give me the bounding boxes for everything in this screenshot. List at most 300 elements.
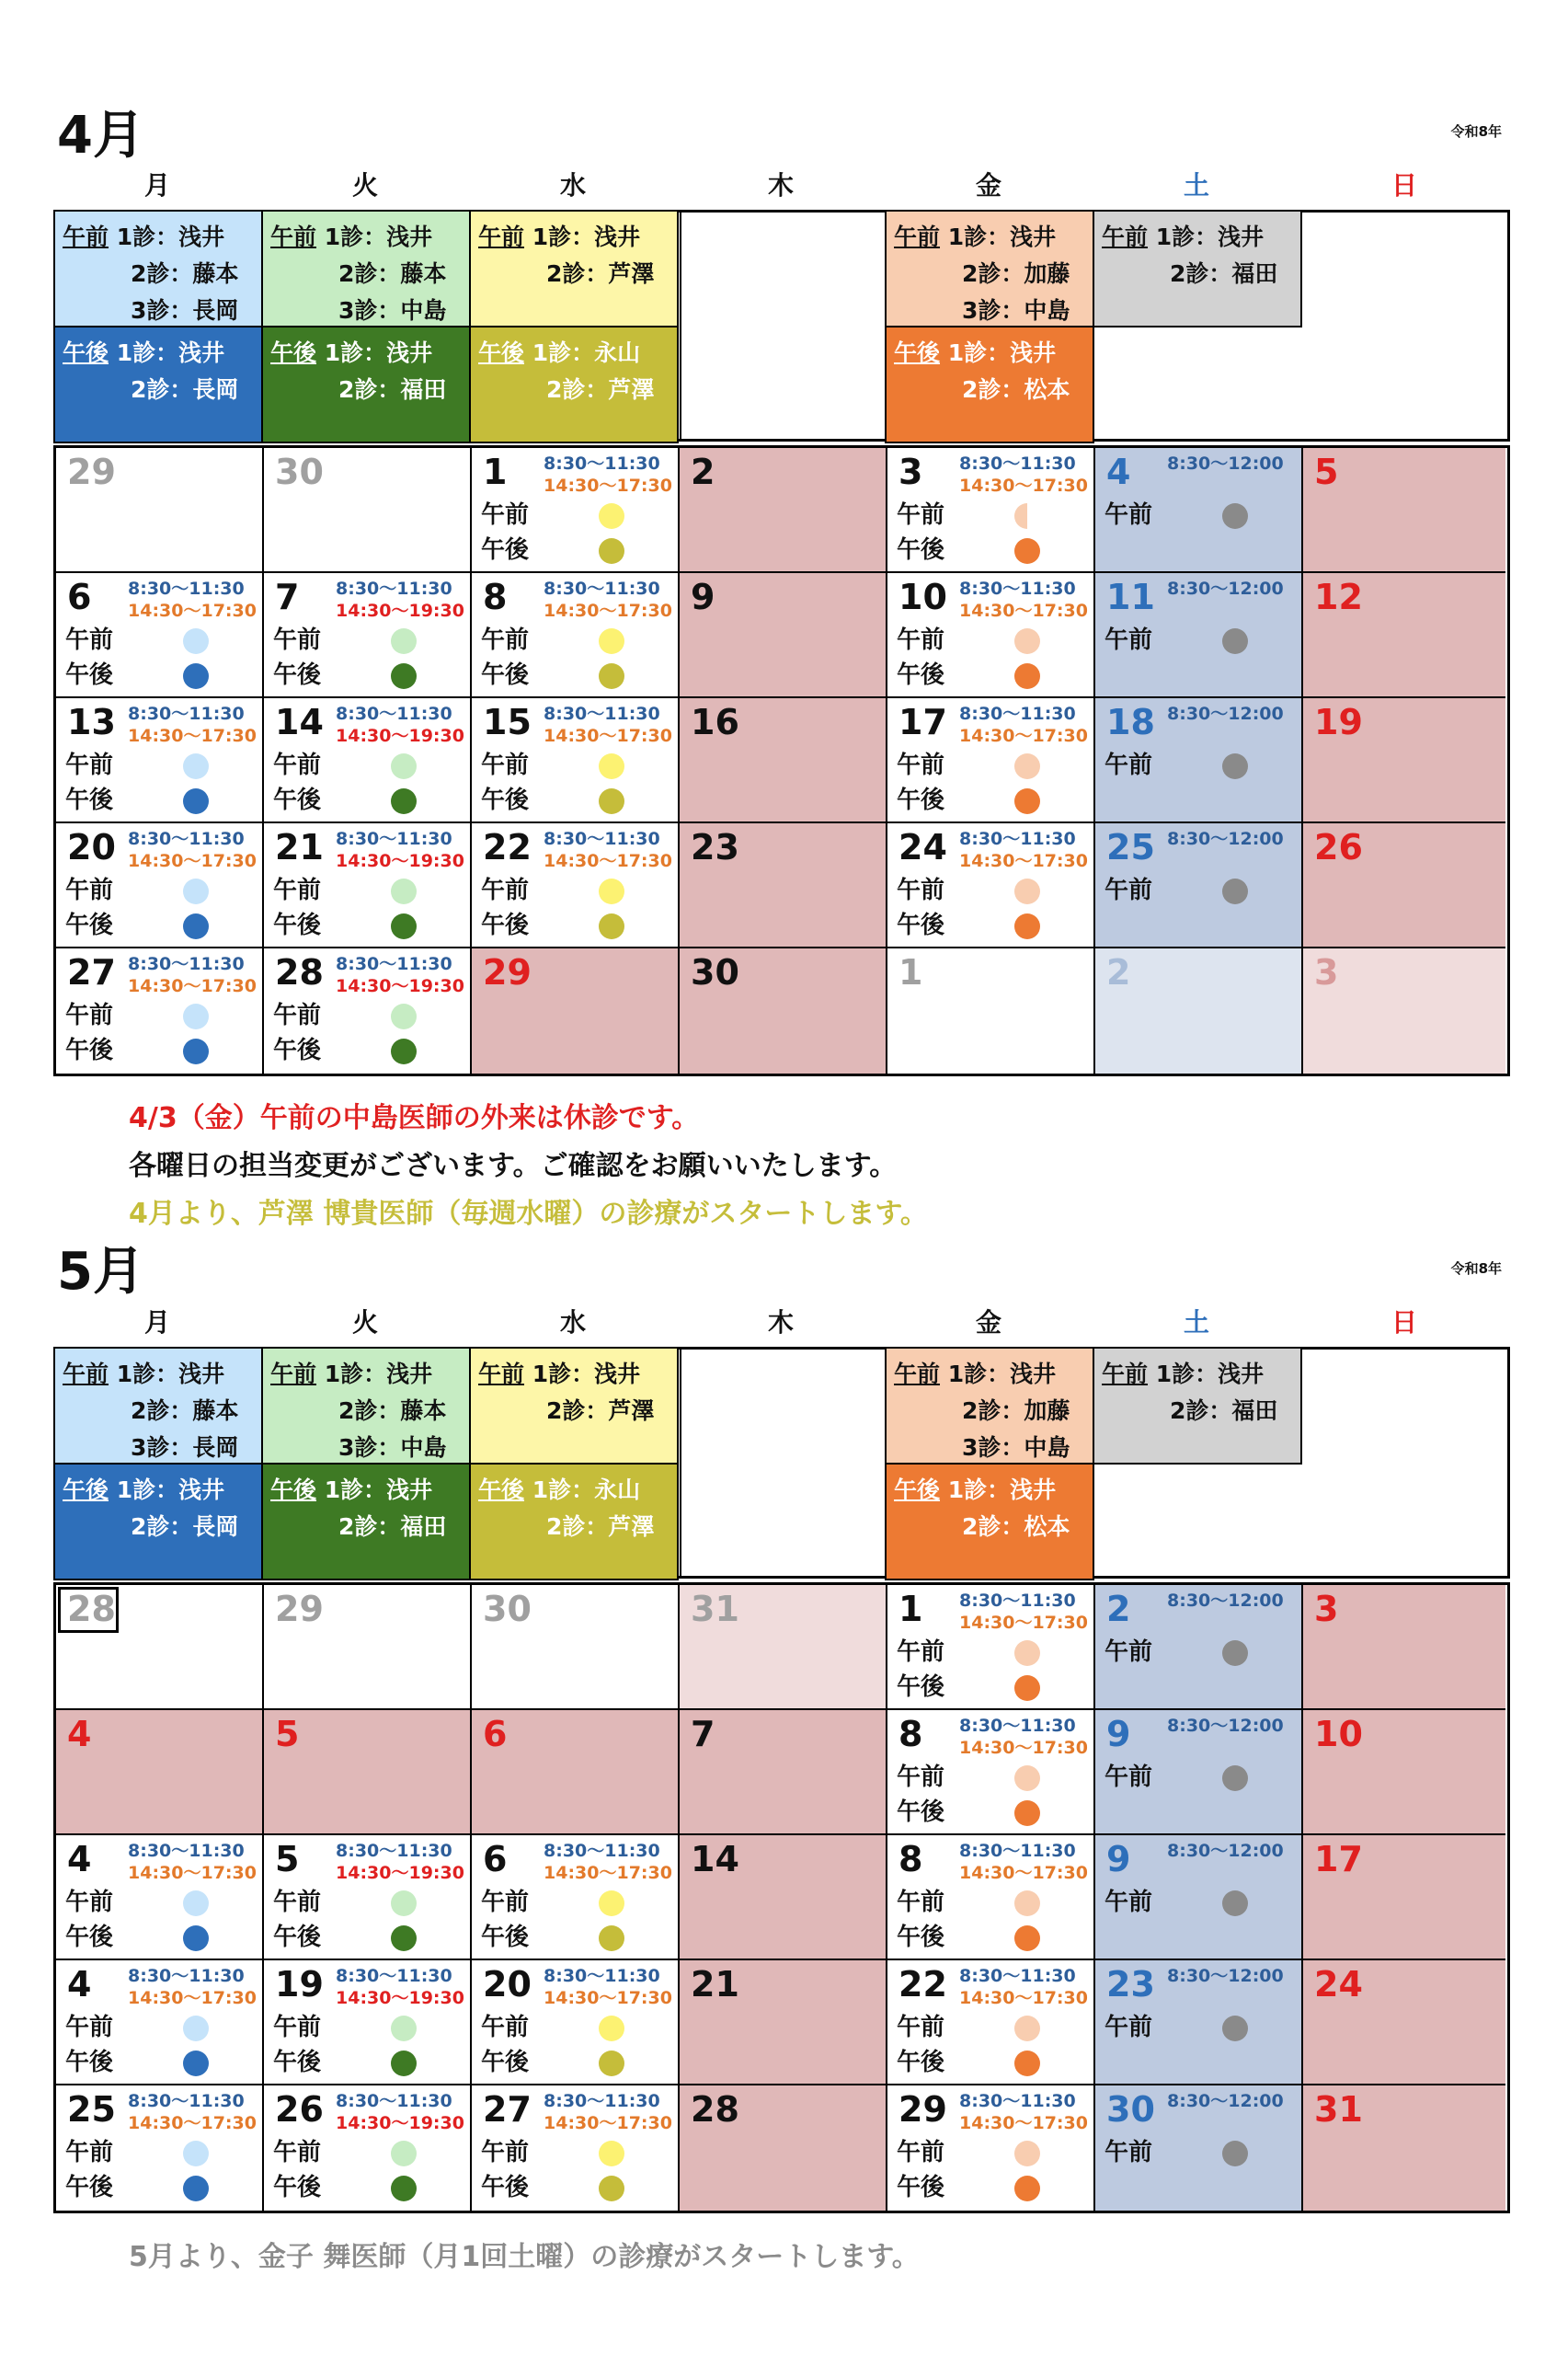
- april-day-number: 9: [691, 577, 715, 617]
- may-schedule-doctor: 3診：長岡: [131, 1434, 239, 1461]
- may-am-hours: 8:30～11:30: [128, 2091, 245, 2111]
- may-am-slot-label: 午前: [897, 1763, 945, 1791]
- april-schedule-period-label: 午後: [894, 339, 941, 366]
- april-pm-slot-label: 午後: [481, 912, 530, 939]
- april-dow-1: 火: [351, 170, 378, 201]
- april-notes-line: 4月より、芦澤 博貴医師（毎週水曜）の診療がスタートします。: [129, 1198, 928, 1230]
- april-day-number: 26: [1314, 827, 1363, 867]
- may-pm-status-dot: [1014, 2176, 1040, 2201]
- april-pm-status-dot: [1014, 663, 1040, 689]
- may-am-hours: 8:30～11:30: [336, 2091, 452, 2111]
- april-am-status-dot: [1014, 879, 1040, 904]
- april-schedule-line: [63, 335, 254, 372]
- april-pm-status-dot: [183, 663, 209, 689]
- may-day-cell: [264, 1835, 472, 1960]
- may-day-number: 5: [275, 1839, 300, 1879]
- may-am-hours: 8:30～11:30: [544, 2091, 660, 2111]
- april-pm-hours: 14:30～17:30: [544, 476, 672, 496]
- april-pm-slot-label: 午後: [65, 787, 114, 814]
- april-pm-hours: 14:30～17:30: [544, 851, 672, 871]
- april-sat-hours: 8:30～12:00: [1167, 704, 1284, 724]
- may-am-hours: 8:30～11:30: [128, 1966, 245, 1986]
- april-sat-status-dot: [1222, 879, 1248, 904]
- april-pm-hours: 14:30～17:30: [128, 726, 257, 746]
- april-am-slot-label: 午前: [273, 626, 322, 654]
- april-day-cell: [680, 823, 887, 948]
- april-pm-slot-label: 午後: [273, 912, 322, 939]
- may-day-cell: [680, 1585, 887, 1710]
- april-schedule-line: [63, 256, 254, 293]
- may-day-grid: [53, 1582, 1510, 2213]
- may-pm-slot-label: 午後: [897, 2174, 945, 2201]
- april-day-number: 18: [1106, 702, 1155, 742]
- april-pm-slot-label: 午後: [481, 661, 530, 689]
- may-schedule-doctor: 2診：芦澤: [546, 1513, 655, 1540]
- april-pm-status-dot: [599, 538, 624, 564]
- may-day-cell: [887, 1710, 1095, 1835]
- april-day-number: 11: [1106, 577, 1155, 617]
- april-schedule-wed-am: [469, 210, 679, 327]
- april-schedule-doctor: 2診：芦澤: [546, 376, 655, 403]
- april-day-grid: [53, 445, 1510, 1076]
- may-day-cell: [1303, 1835, 1505, 1960]
- may-am-slot-label: 午前: [481, 2139, 530, 2166]
- april-day-number: 29: [483, 952, 532, 993]
- may-schedule-thu-empty: [680, 1350, 887, 1576]
- april-schedule-line: [63, 293, 254, 329]
- may-am-hours: 8:30～11:30: [128, 1841, 245, 1861]
- april-day-number: 17: [898, 702, 947, 742]
- may-pm-status-dot: [391, 2051, 417, 2076]
- april-schedule-thu-empty: [680, 213, 887, 439]
- may-am-status-dot: [183, 2016, 209, 2041]
- may-day-cell: [887, 1835, 1095, 1960]
- april-schedule-doctor: 1診：浅井: [324, 339, 433, 366]
- may-day-number: 31: [1314, 2089, 1363, 2130]
- may-day-cell: [264, 1710, 472, 1835]
- may-day-cell: [56, 1585, 264, 1710]
- april-day-number: 4: [1106, 452, 1131, 492]
- april-am-status-dot: [391, 753, 417, 779]
- april-sat-hours: 8:30～12:00: [1167, 454, 1284, 474]
- april-schedule-line: [894, 372, 1085, 408]
- april-schedule-doctor: 1診：浅井: [116, 339, 225, 366]
- may-schedule-period-label: 午後: [270, 1476, 317, 1503]
- may-am-slot-label: 午前: [273, 1889, 322, 1916]
- may-schedule-tue-am: [261, 1347, 471, 1465]
- may-am-slot-label: 午前: [481, 2014, 530, 2041]
- april-day-cell: [264, 448, 472, 573]
- may-pm-status-dot: [183, 2176, 209, 2201]
- may-schedule-line: [894, 1430, 1085, 1466]
- april-day-number: 23: [691, 827, 739, 867]
- may-pm-status-dot: [183, 2051, 209, 2076]
- may-day-number: 6: [483, 1839, 508, 1879]
- may-schedule-line: [270, 1509, 462, 1545]
- may-day-cell: [887, 1960, 1095, 2085]
- april-pm-hours: 14:30～17:30: [128, 851, 257, 871]
- may-day-number: 30: [1106, 2089, 1155, 2130]
- may-schedule-period-label: 午前: [270, 1361, 317, 1387]
- april-day-cell: [264, 573, 472, 698]
- may-pm-slot-label: 午後: [897, 1924, 945, 1951]
- april-dow-header: [53, 169, 1510, 202]
- may-schedule-table: [53, 1347, 1510, 1579]
- may-am-slot-label: 午前: [273, 2014, 322, 2041]
- april-schedule-doctor: 1診：浅井: [532, 224, 641, 250]
- april-am-slot-label: 午前: [481, 877, 530, 904]
- april-day-number: 8: [483, 577, 508, 617]
- may-pm-hours: 14:30～17:30: [544, 1863, 672, 1883]
- april-schedule-fri-am: [885, 210, 1094, 327]
- april-pm-status-dot: [599, 913, 624, 939]
- april-am-hours: 8:30～11:30: [544, 579, 660, 599]
- april-schedule-sat-am: [1093, 210, 1302, 327]
- may-pm-hours: 14:30～17:30: [959, 1613, 1088, 1633]
- may-am-hours: 8:30～11:30: [959, 2091, 1076, 2111]
- april-day-number: 28: [275, 952, 324, 993]
- april-day-cell: [1303, 448, 1505, 573]
- may-am-slot-label: 午前: [1104, 1763, 1153, 1791]
- april-pm-hours: 14:30～17:30: [959, 601, 1088, 621]
- may-pm-hours: 14:30～17:30: [544, 2113, 672, 2133]
- may-day-cell: [1095, 2085, 1303, 2211]
- may-am-slot-label: 午前: [897, 1889, 945, 1916]
- april-dow-6: 日: [1391, 170, 1417, 201]
- may-am-status-dot: [599, 1890, 624, 1916]
- april-schedule-line: [1102, 219, 1293, 256]
- april-pm-slot-label: 午後: [65, 661, 114, 689]
- may-pm-hours: 14:30～17:30: [128, 1863, 257, 1883]
- may-schedule-mon-pm: [53, 1463, 263, 1580]
- april-pm-hours: 14:30～17:30: [544, 601, 672, 621]
- may-today-marker: [58, 1587, 119, 1633]
- may-am-slot-label: 午前: [897, 2139, 945, 2166]
- may-am-status-dot: [1014, 2016, 1040, 2041]
- may-day-number: 28: [691, 2089, 739, 2130]
- may-schedule-doctor: 3診：中島: [962, 1434, 1070, 1461]
- may-pm-slot-label: 午後: [897, 1798, 945, 1826]
- may-day-number: 8: [898, 1839, 923, 1879]
- april-schedule-doctor: 2診：藤本: [131, 260, 239, 287]
- april-pm-hours: 14:30～19:30: [336, 726, 464, 746]
- may-schedule-doctor: 1診：浅井: [532, 1361, 641, 1387]
- may-schedule-line: [1102, 1393, 1293, 1430]
- april-day-cell: [887, 698, 1095, 823]
- may-dow-3: 木: [767, 1307, 794, 1338]
- may-schedule-line: [270, 1356, 462, 1393]
- may-day-cell: [680, 2085, 887, 2211]
- may-day-cell: [1095, 1835, 1303, 1960]
- may-day-number: 17: [1314, 1839, 1363, 1879]
- may-schedule-period-label: 午前: [478, 1361, 525, 1387]
- april-am-slot-label: 午前: [65, 626, 114, 654]
- april-schedule-wed-pm: [469, 326, 679, 443]
- april-schedule-line: [478, 219, 670, 256]
- april-pm-slot-label: 午後: [897, 536, 945, 564]
- april-day-number: 27: [67, 952, 116, 993]
- may-sat-hours: 8:30～12:00: [1167, 1966, 1284, 1986]
- april-am-slot-label: 午前: [481, 626, 530, 654]
- april-am-status-dot: [183, 1004, 209, 1029]
- may-notes-line: 5月より、金子 舞医師（月1回土曜）の診療がスタートします。: [129, 2241, 920, 2273]
- april-schedule-line: [270, 293, 462, 329]
- may-am-status-dot: [1014, 1890, 1040, 1916]
- april-day-cell: [1095, 698, 1303, 823]
- april-schedule-doctor: 3診：長岡: [131, 297, 239, 324]
- april-title: 4月: [57, 106, 144, 166]
- april-am-slot-label: 午前: [1104, 626, 1153, 654]
- may-day-number: 23: [1106, 1964, 1155, 2005]
- april-pm-slot-label: 午後: [273, 787, 322, 814]
- april-day-number: 16: [691, 702, 739, 742]
- april-pm-hours: 14:30～17:30: [959, 726, 1088, 746]
- april-era-label: 令和8年: [1450, 123, 1502, 140]
- april-schedule-doctor: 1診：浅井: [1155, 224, 1265, 250]
- april-schedule-period-label: 午前: [894, 224, 941, 250]
- may-dow-5: 土: [1183, 1307, 1209, 1338]
- april-day-cell: [887, 448, 1095, 573]
- may-day-cell: [472, 1960, 680, 2085]
- april-day-cell: [680, 948, 887, 1074]
- may-am-status-dot: [1014, 2141, 1040, 2166]
- may-schedule-doctor: 1診：浅井: [1155, 1361, 1265, 1387]
- april-dow-2: 水: [559, 170, 586, 201]
- may-schedule-doctor: 2診：藤本: [131, 1397, 239, 1424]
- april-am-slot-label: 午前: [897, 752, 945, 779]
- may-pm-hours: 14:30～19:30: [336, 1988, 464, 2008]
- april-sat-status-dot: [1222, 628, 1248, 654]
- may-am-hours: 8:30～11:30: [336, 1966, 452, 1986]
- april-am-status-dot: [1014, 628, 1040, 654]
- april-am-slot-label: 午前: [897, 626, 945, 654]
- april-day-cell: [472, 573, 680, 698]
- may-schedule-period-label: 午後: [63, 1476, 109, 1503]
- may-day-number: 1: [898, 1589, 923, 1629]
- may-am-slot-label: 午前: [1104, 1638, 1153, 1666]
- may-pm-hours: 14:30～17:30: [128, 2113, 257, 2133]
- may-schedule-period-label: 午後: [894, 1476, 941, 1503]
- may-day-number: 31: [691, 1589, 739, 1629]
- may-day-cell: [472, 1585, 680, 1710]
- april-dow-4: 金: [975, 170, 1001, 201]
- may-sat-hours: 8:30～12:00: [1167, 1841, 1284, 1861]
- april-pm-status-dot: [391, 788, 417, 814]
- may-am-hours: 8:30～11:30: [544, 1966, 660, 1986]
- may-pm-hours: 14:30～17:30: [959, 1988, 1088, 2008]
- april-schedule-doctor: 1診：浅井: [947, 339, 1057, 366]
- april-day-cell: [264, 948, 472, 1074]
- april-schedule-table: [53, 210, 1510, 442]
- april-am-slot-label: 午前: [273, 877, 322, 904]
- may-am-status-dot: [1014, 1640, 1040, 1666]
- april-pm-slot-label: 午後: [273, 661, 322, 689]
- may-day-number: 3: [1314, 1589, 1339, 1629]
- april-schedule-doctor: 2診：長岡: [131, 376, 239, 403]
- april-am-hours: 8:30～11:30: [959, 454, 1076, 474]
- may-am-status-dot: [391, 2141, 417, 2166]
- may-dow-6: 日: [1391, 1307, 1417, 1338]
- may-schedule-line: [894, 1356, 1085, 1393]
- april-am-slot-label: 午前: [273, 752, 322, 779]
- april-am-slot-label: 午前: [65, 1002, 114, 1029]
- april-schedule-doctor: 2診：松本: [962, 376, 1070, 403]
- may-schedule-mon-am: [53, 1347, 263, 1465]
- april-sat-status-dot: [1222, 503, 1248, 529]
- may-schedule-line: [894, 1472, 1085, 1509]
- april-schedule-line: [270, 256, 462, 293]
- april-day-cell: [56, 698, 264, 823]
- may-schedule-doctor: 3診：中島: [338, 1434, 447, 1461]
- april-day-number: 21: [275, 827, 324, 867]
- may-schedule-doctor: 1診：浅井: [324, 1476, 433, 1503]
- may-am-slot-label: 午前: [1104, 2014, 1153, 2041]
- may-dow-4: 金: [975, 1307, 1001, 1338]
- april-am-status-dot: [391, 1004, 417, 1029]
- april-am-status-dot: [1014, 503, 1040, 529]
- may-pm-slot-label: 午後: [65, 2174, 114, 2201]
- may-schedule-period-label: 午前: [1102, 1361, 1149, 1387]
- may-pm-slot-label: 午後: [65, 2049, 114, 2076]
- may-day-number: 27: [483, 2089, 532, 2130]
- may-schedule-doctor: 1診：浅井: [116, 1361, 225, 1387]
- april-day-cell: [887, 948, 1095, 1074]
- may-schedule-doctor: 1診：浅井: [947, 1361, 1057, 1387]
- april-pm-status-dot: [599, 663, 624, 689]
- april-schedule-period-label: 午前: [1102, 224, 1149, 250]
- april-schedule-line: [894, 293, 1085, 329]
- may-schedule-period-label: 午前: [63, 1361, 109, 1387]
- may-dow-2: 水: [559, 1307, 586, 1338]
- april-am-slot-label: 午前: [1104, 501, 1153, 529]
- may-era-label: 令和8年: [1450, 1260, 1502, 1277]
- april-schedule-period-label: 午前: [270, 224, 317, 250]
- april-am-slot-label: 午前: [65, 877, 114, 904]
- may-day-number: 4: [67, 1839, 92, 1879]
- may-day-number: 9: [1106, 1839, 1131, 1879]
- april-am-hours: 8:30～11:30: [544, 829, 660, 849]
- may-day-number: 8: [898, 1714, 923, 1754]
- may-schedule-line: [894, 1509, 1085, 1545]
- may-day-cell: [472, 1710, 680, 1835]
- april-schedule-line: [270, 372, 462, 408]
- may-am-status-dot: [183, 2141, 209, 2166]
- may-am-slot-label: 午前: [65, 1889, 114, 1916]
- april-pm-hours: 14:30～17:30: [128, 976, 257, 996]
- may-day-number: 19: [275, 1964, 324, 2005]
- may-sat-status-dot: [1222, 1765, 1248, 1791]
- may-schedule-doctor: 1診：浅井: [116, 1476, 225, 1503]
- april-notes-line: 4/3（金）午前の中島医師の外来は休診です。: [129, 1102, 700, 1134]
- may-day-number: 26: [275, 2089, 324, 2130]
- may-am-status-dot: [391, 1890, 417, 1916]
- may-am-slot-label: 午前: [897, 1638, 945, 1666]
- may-day-number: 20: [483, 1964, 532, 2005]
- april-day-cell: [1303, 573, 1505, 698]
- april-day-cell: [56, 448, 264, 573]
- april-day-cell: [887, 573, 1095, 698]
- may-day-cell: [887, 1585, 1095, 1710]
- april-pm-hours: 14:30～19:30: [336, 601, 464, 621]
- may-pm-slot-label: 午後: [273, 2174, 322, 2201]
- may-day-cell: [56, 1960, 264, 2085]
- april-day-cell: [1303, 823, 1505, 948]
- may-schedule-line: [63, 1509, 254, 1545]
- april-day-cell: [1303, 948, 1505, 1074]
- april-day-number: 12: [1314, 577, 1363, 617]
- april-pm-status-dot: [391, 913, 417, 939]
- may-pm-hours: 14:30～19:30: [336, 2113, 464, 2133]
- april-day-cell: [680, 698, 887, 823]
- april-sat-hours: 8:30～12:00: [1167, 579, 1284, 599]
- april-day-cell: [680, 573, 887, 698]
- april-schedule-line: [1102, 256, 1293, 293]
- may-am-slot-label: 午前: [897, 2014, 945, 2041]
- may-pm-slot-label: 午後: [273, 2049, 322, 2076]
- may-am-slot-label: 午前: [481, 1889, 530, 1916]
- may-day-number: 25: [67, 2089, 116, 2130]
- may-dow-header: [53, 1306, 1510, 1339]
- april-am-hours: 8:30～11:30: [336, 954, 452, 974]
- april-am-hours: 8:30～11:30: [336, 579, 452, 599]
- may-schedule-tue-pm: [261, 1463, 471, 1580]
- may-sat-hours: 8:30～12:00: [1167, 1591, 1284, 1611]
- may-day-cell: [1303, 2085, 1505, 2211]
- april-schedule-line: [63, 372, 254, 408]
- april-am-slot-label: 午前: [897, 877, 945, 904]
- april-day-cell: [887, 823, 1095, 948]
- april-am-slot-label: 午前: [1104, 752, 1153, 779]
- april-am-hours: 8:30～11:30: [128, 704, 245, 724]
- april-day-number: 3: [1314, 952, 1339, 993]
- april-notes-line: 各曜日の担当変更がございます。ご確認をお願いいたします。: [129, 1150, 898, 1182]
- april-am-status-dot: [599, 503, 624, 529]
- may-schedule-line: [894, 1393, 1085, 1430]
- april-schedule-line: [894, 219, 1085, 256]
- may-day-number: 28: [67, 1589, 116, 1629]
- may-day-cell: [472, 2085, 680, 2211]
- may-sat-status-dot: [1222, 2141, 1248, 2166]
- may-pm-hours: 14:30～17:30: [128, 1988, 257, 2008]
- may-schedule-line: [270, 1472, 462, 1509]
- may-schedule-line: [63, 1356, 254, 1393]
- may-schedule-line: [1102, 1356, 1293, 1393]
- april-day-cell: [472, 698, 680, 823]
- may-schedule-period-label: 午後: [478, 1476, 525, 1503]
- april-pm-status-dot: [599, 788, 624, 814]
- may-am-status-dot: [599, 2016, 624, 2041]
- april-day-number: 14: [275, 702, 324, 742]
- april-am-slot-label: 午前: [65, 752, 114, 779]
- april-day-number: 7: [275, 577, 300, 617]
- april-dow-3: 木: [767, 170, 794, 201]
- april-dow-0: 月: [143, 170, 170, 201]
- may-schedule-line: [63, 1393, 254, 1430]
- may-dow-0: 月: [143, 1307, 170, 1338]
- may-day-cell: [1303, 1960, 1505, 2085]
- april-schedule-fri-pm: [885, 326, 1094, 443]
- april-am-status-dot: [391, 879, 417, 904]
- may-schedule-doctor: 1診：浅井: [947, 1476, 1057, 1503]
- may-day-number: 29: [275, 1589, 324, 1629]
- april-am-hours: 8:30～11:30: [336, 704, 452, 724]
- april-schedule-line: [894, 335, 1085, 372]
- may-schedule-line: [270, 1430, 462, 1466]
- may-schedule-doctor: 2診：長岡: [131, 1513, 239, 1540]
- april-pm-slot-label: 午後: [273, 1037, 322, 1064]
- may-am-hours: 8:30～11:30: [959, 1841, 1076, 1861]
- april-pm-status-dot: [391, 1039, 417, 1064]
